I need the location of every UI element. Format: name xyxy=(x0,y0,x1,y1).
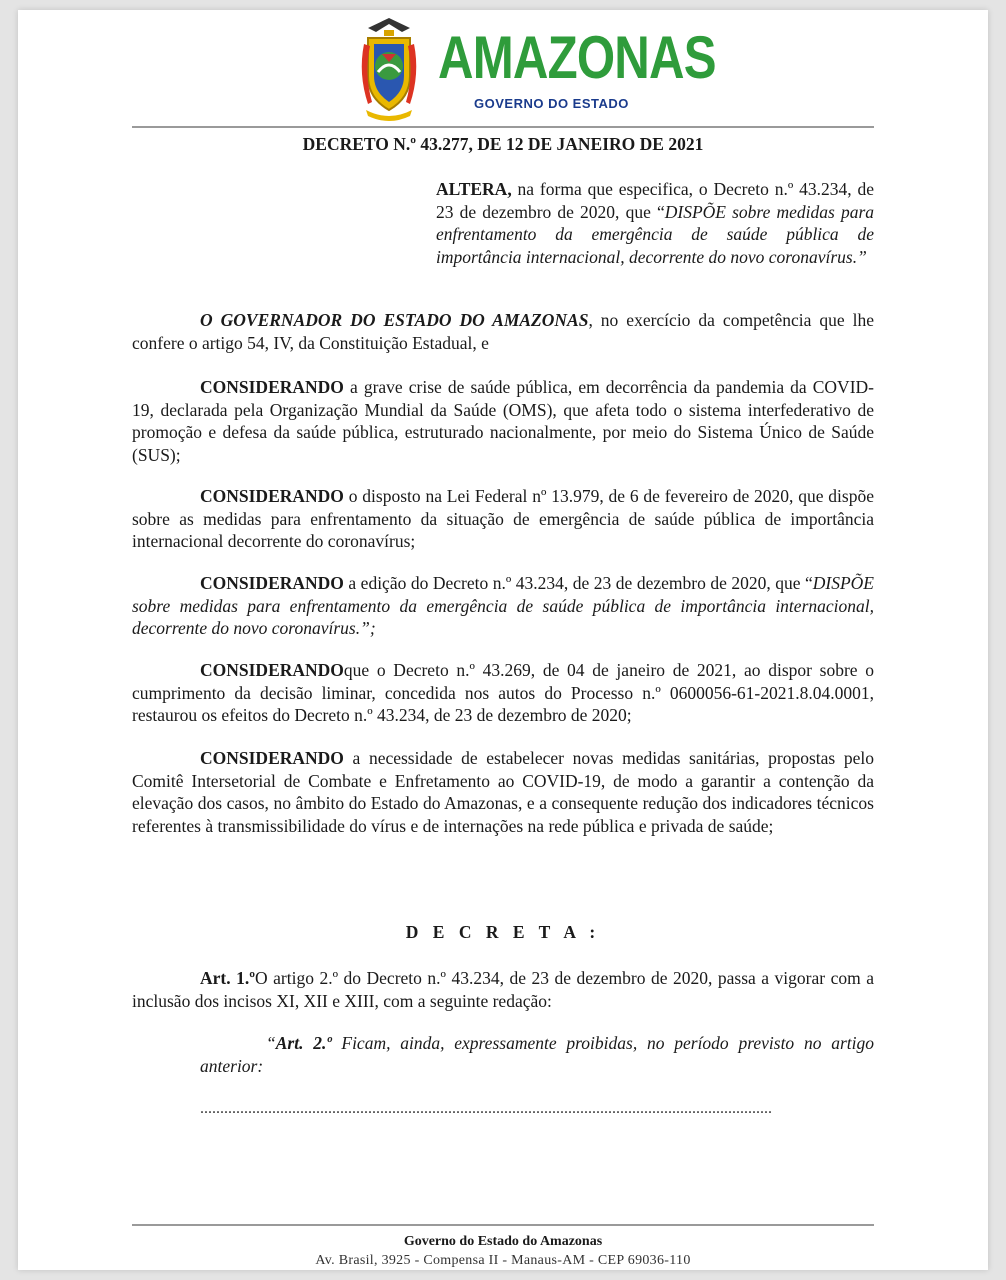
considerando-text: a necessidade de estabelecer novas medidas sanitárias, propostas pelo Comitê Intersetorial de Combate e Enfretamento ao COVID-19, de modo a garantir a contenção da elevação dos casos, no âmbito do Estado do Amazonas, e a consequente redução dos indicadores técnicos referentes à transmissibilidade do vírus e de internações na rede pública e privada de saúde; xyxy=(132,748,874,836)
considerando-text: a edição do Decreto n.º 43.234, de 23 de dezembro de 2020, que “ xyxy=(343,573,813,593)
considerando-lead: CONSIDERANDO xyxy=(200,748,344,768)
considerando-paragraph xyxy=(132,485,874,553)
quoted-article xyxy=(200,1032,874,1077)
quoted-article-lead: Art. 2.º xyxy=(275,1033,332,1053)
considerando-lead: CONSIDERANDO xyxy=(200,486,344,506)
header-divider xyxy=(132,126,874,128)
article-lead: Art. 1.º xyxy=(200,968,256,988)
preamble-text: , no exercício da competência que lhe confere o artigo 54, IV, da Constituição Estadual, e xyxy=(132,310,874,353)
article-paragraph xyxy=(132,967,874,1012)
considerando-text: que o Decreto n.º 43.269, de 04 de janeiro de 2021, ao dispor sobre o cumprimento da decisão liminar, concedida nos autos do Processo n.º 0600056-61-2021.8.04.0001, restaurou os efeitos do Decreto n.º 43.234, de 23 de dezembro de 2020; xyxy=(132,660,874,725)
document-page xyxy=(18,10,988,1270)
decreta-heading: D E C R E T A : xyxy=(405,922,601,942)
considerando-paragraph xyxy=(132,376,874,466)
considerando-quote: DISPÕE sobre medidas para enfrentamento da emergência de saúde pública de importância internacional, decorrente do novo coronavírus.”; xyxy=(132,573,874,638)
brand-title: AMAZONAS xyxy=(438,24,716,91)
footer-address: Av. Brasil, 3925 - Compensa II - Manaus-AM - CEP 69036-110 xyxy=(315,1253,691,1268)
considerando-text: o disposto na Lei Federal nº 13.979, de 6 de fevereiro de 2020, que dispõe sobre as medidas para enfrentamento da situação de emergência de saúde pública de importância internacional decorrente do coronavírus; xyxy=(132,486,874,551)
considerando-lead: CONSIDERANDO xyxy=(200,660,344,680)
brand-subtitle: GOVERNO DO ESTADO xyxy=(474,96,629,111)
considerando-lead: CONSIDERANDO xyxy=(200,377,344,397)
amazonas-coat-of-arms-icon xyxy=(354,14,424,124)
dotted-continuation: ............................................................................................................................................... xyxy=(200,1100,772,1117)
footer-title: Governo do Estado do Amazonas xyxy=(403,1234,603,1249)
quoted-article-text: Ficam, ainda, expressamente proibidas, no período previsto no artigo anterior: xyxy=(200,1033,875,1076)
quote-open: “ xyxy=(266,1033,276,1053)
considerando-paragraph xyxy=(132,747,874,837)
preamble-paragraph xyxy=(132,309,874,354)
footer-divider xyxy=(132,1224,874,1226)
considerando-paragraph xyxy=(132,572,874,640)
ementa-text: na forma que especifica, o Decreto n.º 43.234, de 23 de dezembro de 2020, que “ xyxy=(436,179,874,222)
considerando-text: a grave crise de saúde pública, em decorrência da pandemia da COVID-19, declarada pela Organização Mundial da Saúde (OMS), que afeta todo o sistema interfederativo de promoção e defesa da saúde pública, estruturado nacionalmente, por meio do Sistema Único de Saúde (SUS); xyxy=(132,377,874,465)
decree-title: DECRETO N.º 43.277, DE 12 DE JANEIRO DE 2021 xyxy=(302,134,704,154)
ementa-lead: ALTERA, xyxy=(436,179,512,199)
decree-ementa xyxy=(436,178,874,268)
article-text: O artigo 2.º do Decreto n.º 43.234, de 23 de dezembro de 2020, passa a vigorar com a inclusão dos incisos XI, XII e XIII, com a seguinte redação: xyxy=(132,968,874,1011)
considerando-lead: CONSIDERANDO xyxy=(200,573,344,593)
considerando-paragraph xyxy=(132,659,874,727)
preamble-lead: O GOVERNADOR DO ESTADO DO AMAZONAS xyxy=(200,310,589,330)
ementa-quote: DISPÕE sobre medidas para enfrentamento da emergência de saúde pública de importância internacional, decorrente do novo coronavírus.” xyxy=(436,201,875,267)
